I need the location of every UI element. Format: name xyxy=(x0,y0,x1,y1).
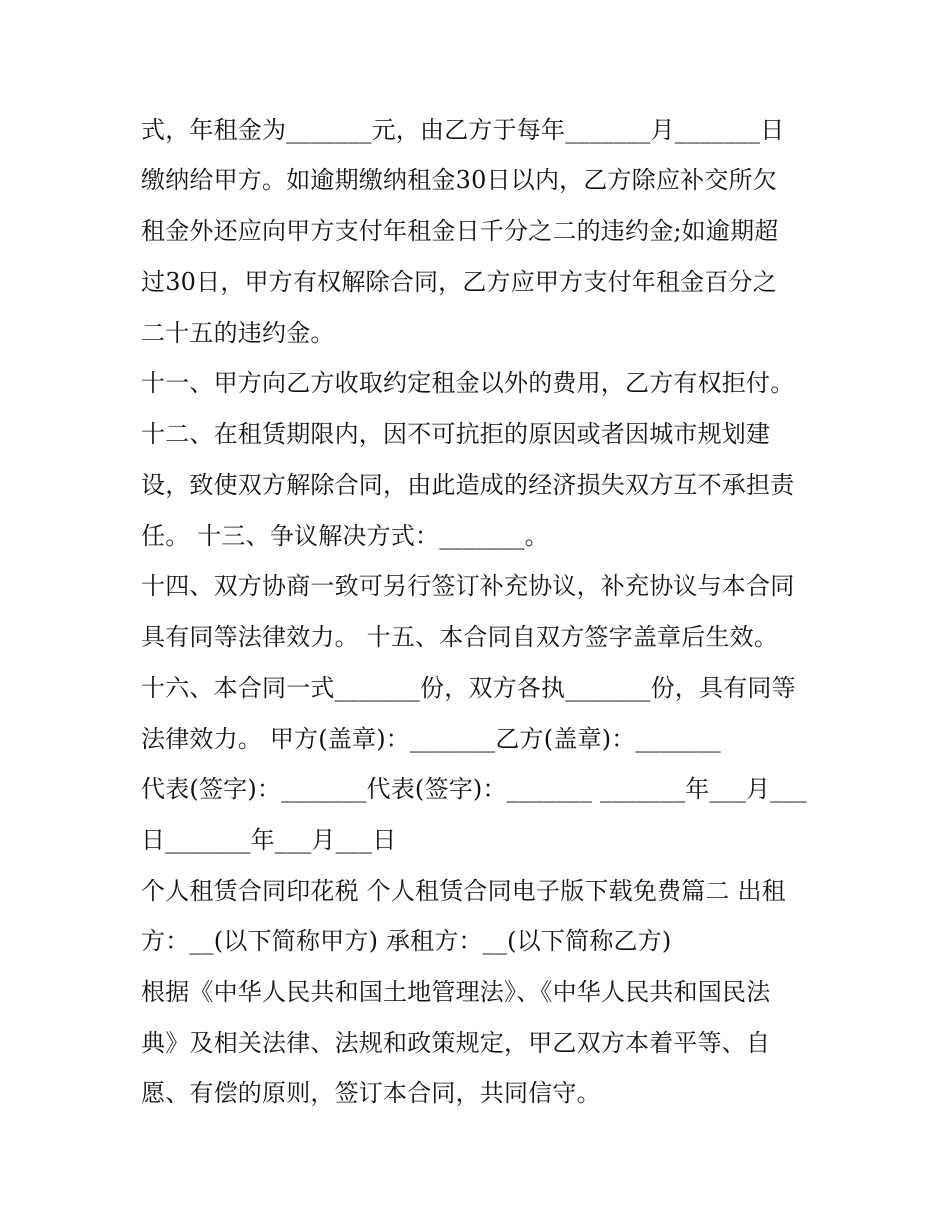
text-line: 日_______年___月___日 xyxy=(141,826,397,854)
text-line: 代表(签字)：_______代表(签字)：_______ _______年___月___ xyxy=(141,775,807,803)
text-line: 十二、在租赁期限内，因不可抗拒的原因或者因城市规划建 xyxy=(141,420,771,448)
text-line: 式，年租金为_______元，由乙方于每年_______月_______日 xyxy=(141,116,785,144)
text-line: 根据《中华人民共和国土地管理法》、《中华人民共和国民法 xyxy=(141,978,771,1006)
text-line: 典》及相关法律、法规和政策规定，甲乙双方本着平等、自 xyxy=(141,1029,771,1057)
text-line: 租金外还应向甲方支付年租金日千分之二的违约金;如逾期超 xyxy=(141,217,779,245)
text-line: 过30日，甲方有权解除合同，乙方应甲方支付年租金百分之 xyxy=(141,268,777,296)
text-line: 个人租赁合同印花税 个人租赁合同电子版下载免费篇二 出租 xyxy=(141,877,786,905)
text-line: 十一、甲方向乙方收取约定租金以外的费用，乙方有权拒付。 xyxy=(141,369,795,397)
text-line: 愿、有偿的原则，签订本合同，共同信守。 xyxy=(141,1079,601,1107)
text-line: 十四、双方协商一致可另行签订补充协议，补充协议与本合同 xyxy=(141,572,795,600)
text-line: 十六、本合同一式_______份，双方各执_______份，具有同等 xyxy=(141,674,796,702)
text-line: 二十五的违约金。 xyxy=(141,319,335,347)
text-line: 方：__(以下简称甲方) 承租方：__(以下简称乙方) xyxy=(141,927,672,955)
text-line: 法律效力。 甲方(盖章)：_______乙方(盖章)：_______ xyxy=(141,725,721,753)
text-line: 缴纳给甲方。如逾期缴纳租金30日以内，乙方除应补交所欠 xyxy=(141,166,777,194)
text-line: 设，致使双方解除合同，由此造成的经济损失双方互不承担责 xyxy=(141,471,795,499)
text-line: 具有同等法律效力。 十五、本合同自双方签字盖章后生效。 xyxy=(141,623,779,651)
text-line: 任。 十三、争议解决方式：_______。 xyxy=(141,522,549,550)
